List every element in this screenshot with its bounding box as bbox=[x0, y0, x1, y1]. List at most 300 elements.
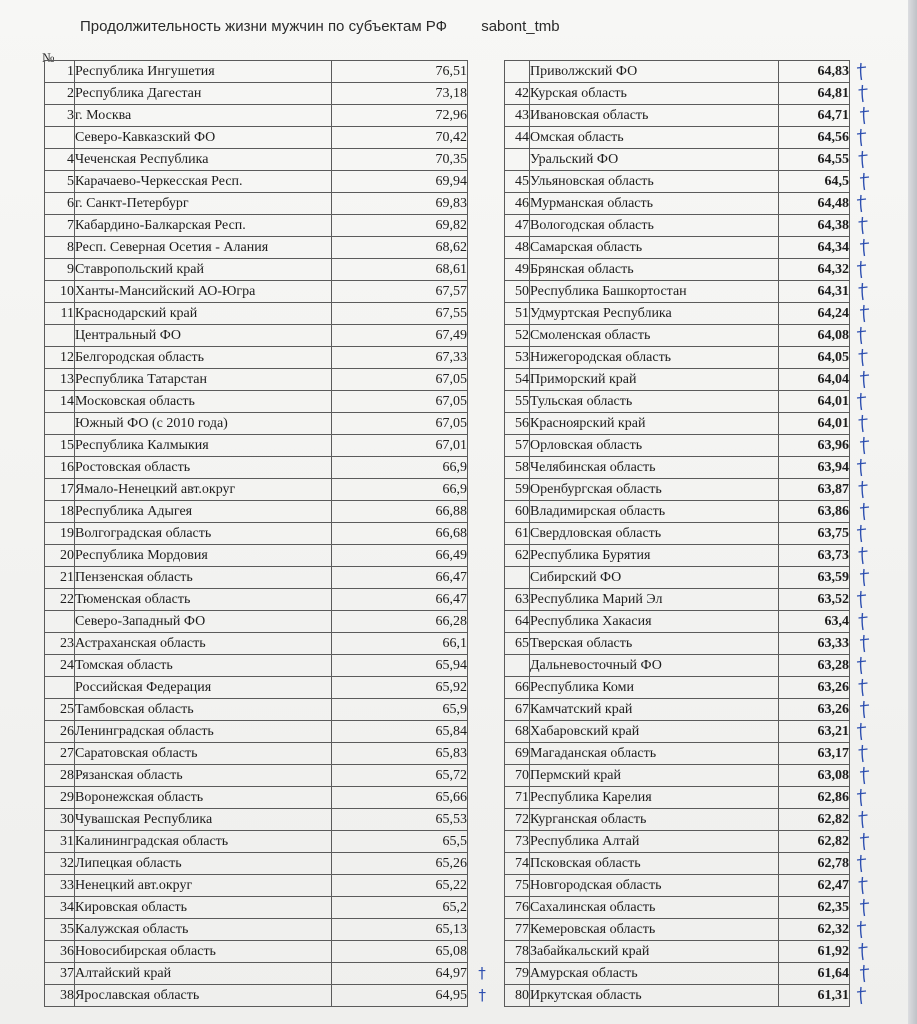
table-row bbox=[505, 149, 850, 171]
pen-mark bbox=[468, 941, 497, 963]
region-name: Республика Ингушетия bbox=[75, 61, 332, 83]
life-expectancy-value: 65,53 bbox=[332, 809, 468, 831]
life-expectancy-value: 63,59 bbox=[779, 567, 850, 589]
row-number: 57 bbox=[505, 435, 530, 457]
table-row bbox=[505, 105, 850, 127]
table-row bbox=[505, 325, 850, 347]
row-number: 2 bbox=[45, 83, 75, 105]
table-row bbox=[45, 699, 497, 721]
life-expectancy-value: 63,75 bbox=[779, 523, 850, 545]
table-row bbox=[505, 721, 850, 743]
table-row bbox=[45, 457, 497, 479]
row-number: 65 bbox=[505, 633, 530, 655]
page-edge-shadow bbox=[908, 0, 917, 1024]
row-number: 25 bbox=[45, 699, 75, 721]
pen-cross-mark bbox=[859, 151, 868, 168]
row-number: 26 bbox=[45, 721, 75, 743]
region-name: Ульяновская область bbox=[530, 171, 779, 193]
table-row bbox=[45, 611, 497, 633]
life-expectancy-value: 64,55 bbox=[779, 149, 850, 171]
life-expectancy-value: 66,9 bbox=[332, 457, 468, 479]
row-number: 17 bbox=[45, 479, 75, 501]
region-name: г. Санкт-Петербург bbox=[75, 193, 332, 215]
row-number: 63 bbox=[505, 589, 530, 611]
region-name: Респ. Северная Осетия - Алания bbox=[75, 237, 332, 259]
row-number: 8 bbox=[45, 237, 75, 259]
row-number: 66 bbox=[505, 677, 530, 699]
life-expectancy-value: 64,34 bbox=[779, 237, 850, 259]
life-expectancy-value: 68,61 bbox=[332, 259, 468, 281]
pen-mark bbox=[468, 215, 497, 237]
region-name: Республика Мордовия bbox=[75, 545, 332, 567]
region-name: Астраханская область bbox=[75, 633, 332, 655]
table-row bbox=[505, 61, 850, 83]
region-name: Республика Алтай bbox=[530, 831, 779, 853]
life-expectancy-value: 66,47 bbox=[332, 567, 468, 589]
pen-mark bbox=[468, 699, 497, 721]
region-name: Пензенская область bbox=[75, 567, 332, 589]
region-name: Орловская область bbox=[530, 435, 779, 457]
pen-cross-mark bbox=[859, 943, 868, 960]
number-sign-label: № bbox=[42, 50, 55, 65]
pen-cross-mark bbox=[860, 503, 869, 520]
region-name: Калининградская область bbox=[75, 831, 332, 853]
pen-cross-mark bbox=[859, 877, 868, 894]
table-row bbox=[505, 237, 850, 259]
region-name: Белгородская область bbox=[75, 347, 332, 369]
region-name: Краснодарский край bbox=[75, 303, 332, 325]
region-name: Новосибирская область bbox=[75, 941, 332, 963]
region-name: Иркутская область bbox=[530, 985, 779, 1007]
row-number: 4 bbox=[45, 149, 75, 171]
table-row bbox=[505, 809, 850, 831]
region-name: Пермский край bbox=[530, 765, 779, 787]
life-expectancy-value: 67,57 bbox=[332, 281, 468, 303]
row-number: 24 bbox=[45, 655, 75, 677]
pen-mark bbox=[468, 479, 497, 501]
life-expectancy-value: 64,24 bbox=[779, 303, 850, 325]
region-name: Чувашская Республика bbox=[75, 809, 332, 831]
region-name: Камчатский край bbox=[530, 699, 779, 721]
pen-mark bbox=[468, 61, 497, 83]
pen-mark bbox=[468, 105, 497, 127]
life-expectancy-value: 63,73 bbox=[779, 545, 850, 567]
life-expectancy-value: 65,94 bbox=[332, 655, 468, 677]
row-number bbox=[45, 677, 75, 699]
region-name: Ненецкий авт.округ bbox=[75, 875, 332, 897]
table-row bbox=[505, 259, 850, 281]
pen-mark bbox=[468, 171, 497, 193]
title-text: Продолжительность жизни мужчин по субъектам РФ bbox=[80, 18, 448, 35]
row-number: 58 bbox=[505, 457, 530, 479]
life-expectancy-value: 67,01 bbox=[332, 435, 468, 457]
region-name: Ставропольский край bbox=[75, 259, 332, 281]
row-number: 6 bbox=[45, 193, 75, 215]
table-row bbox=[45, 237, 497, 259]
row-number: 68 bbox=[505, 721, 530, 743]
row-number: 49 bbox=[505, 259, 530, 281]
table-row bbox=[505, 655, 850, 677]
region-name: Калужская область bbox=[75, 919, 332, 941]
row-number: 3 bbox=[45, 105, 75, 127]
region-name: Республика Калмыкия bbox=[75, 435, 332, 457]
pen-mark: † bbox=[478, 964, 486, 982]
table-row bbox=[45, 303, 497, 325]
region-name: Республика Дагестан bbox=[75, 83, 332, 105]
life-expectancy-value: 67,05 bbox=[332, 391, 468, 413]
row-number: 69 bbox=[505, 743, 530, 765]
table-row bbox=[505, 853, 850, 875]
row-number: 43 bbox=[505, 105, 530, 127]
life-expectancy-value: 64,97 bbox=[332, 963, 468, 985]
pen-mark bbox=[468, 831, 497, 853]
pen-mark bbox=[468, 369, 497, 391]
table-row bbox=[45, 127, 497, 149]
pen-cross-mark bbox=[859, 415, 868, 432]
pen-mark bbox=[468, 435, 497, 457]
pen-mark bbox=[468, 589, 497, 611]
pen-mark bbox=[468, 149, 497, 171]
life-expectancy-value: 65,13 bbox=[332, 919, 468, 941]
pen-cross-mark bbox=[857, 195, 866, 212]
life-expectancy-value: 66,49 bbox=[332, 545, 468, 567]
row-number: 54 bbox=[505, 369, 530, 391]
table-row bbox=[45, 391, 497, 413]
life-expectancy-value: 65,2 bbox=[332, 897, 468, 919]
region-name: Свердловская область bbox=[530, 523, 779, 545]
region-name: Республика Карелия bbox=[530, 787, 779, 809]
table-row bbox=[505, 523, 850, 545]
pen-cross-mark bbox=[857, 63, 866, 80]
pen-cross-mark bbox=[859, 745, 868, 762]
life-expectancy-value: 64,83 bbox=[779, 61, 850, 83]
life-expectancy-value: 64,08 bbox=[779, 325, 850, 347]
row-number bbox=[505, 61, 530, 83]
row-number: 31 bbox=[45, 831, 75, 853]
table-row bbox=[45, 545, 497, 567]
table-row bbox=[45, 809, 497, 831]
region-name: Карачаево-Черкесская Респ. bbox=[75, 171, 332, 193]
life-expectancy-value: 64,5 bbox=[779, 171, 850, 193]
row-number: 44 bbox=[505, 127, 530, 149]
region-name: Российская Федерация bbox=[75, 677, 332, 699]
life-expectancy-value: 64,01 bbox=[779, 391, 850, 413]
table-row bbox=[45, 501, 497, 523]
table-row bbox=[45, 523, 497, 545]
row-number: 11 bbox=[45, 303, 75, 325]
pen-mark bbox=[468, 919, 497, 941]
region-name: Томская область bbox=[75, 655, 332, 677]
life-expectancy-value: 64,81 bbox=[779, 83, 850, 105]
table-row bbox=[505, 347, 850, 369]
life-expectancy-value: 67,49 bbox=[332, 325, 468, 347]
region-name: Северо-Западный ФО bbox=[75, 611, 332, 633]
pen-mark bbox=[468, 721, 497, 743]
pen-cross-mark bbox=[859, 217, 868, 234]
table-row bbox=[505, 985, 850, 1007]
life-expectancy-value: 66,47 bbox=[332, 589, 468, 611]
region-name: Курганская область bbox=[530, 809, 779, 831]
pen-mark bbox=[468, 325, 497, 347]
table-row bbox=[45, 347, 497, 369]
table-row bbox=[45, 83, 497, 105]
row-number: 47 bbox=[505, 215, 530, 237]
region-name: Красноярский край bbox=[530, 413, 779, 435]
pen-mark bbox=[468, 765, 497, 787]
pen-cross-mark bbox=[860, 437, 869, 454]
row-number: 1 bbox=[45, 61, 75, 83]
row-number bbox=[45, 127, 75, 149]
table-row bbox=[45, 919, 497, 941]
life-expectancy-value: 65,22 bbox=[332, 875, 468, 897]
region-name: Ханты-Мансийский АО-Югра bbox=[75, 281, 332, 303]
life-expectancy-value: 61,92 bbox=[779, 941, 850, 963]
life-expectancy-value: 66,1 bbox=[332, 633, 468, 655]
life-expectancy-value: 61,64 bbox=[779, 963, 850, 985]
pen-mark bbox=[468, 413, 497, 435]
life-expectancy-value: 64,05 bbox=[779, 347, 850, 369]
region-name: Приморский край bbox=[530, 369, 779, 391]
watermark-text: sabont_tmb bbox=[481, 18, 560, 35]
table-row bbox=[505, 941, 850, 963]
region-name: Ямало-Ненецкий авт.округ bbox=[75, 479, 332, 501]
table-row bbox=[45, 193, 497, 215]
life-expectancy-value: 66,68 bbox=[332, 523, 468, 545]
row-number: 64 bbox=[505, 611, 530, 633]
table-row bbox=[45, 677, 497, 699]
pen-mark bbox=[468, 743, 497, 765]
pen-mark bbox=[468, 655, 497, 677]
table-row bbox=[505, 391, 850, 413]
life-expectancy-value: 67,05 bbox=[332, 369, 468, 391]
life-expectancy-value: 63,17 bbox=[779, 743, 850, 765]
table-row bbox=[45, 149, 497, 171]
region-name: Омская область bbox=[530, 127, 779, 149]
region-name: Забайкальский край bbox=[530, 941, 779, 963]
table-row bbox=[505, 479, 850, 501]
pen-mark bbox=[468, 809, 497, 831]
pen-cross-mark bbox=[857, 327, 866, 344]
row-number bbox=[505, 655, 530, 677]
row-number: 21 bbox=[45, 567, 75, 589]
table-row bbox=[505, 611, 850, 633]
region-name: Республика Адыгея bbox=[75, 501, 332, 523]
table-row bbox=[505, 743, 850, 765]
life-expectancy-value: 66,88 bbox=[332, 501, 468, 523]
life-expectancy-value: 62,82 bbox=[779, 809, 850, 831]
region-name: Республика Хакасия bbox=[530, 611, 779, 633]
life-expectancy-value: 64,48 bbox=[779, 193, 850, 215]
row-number: 46 bbox=[505, 193, 530, 215]
table-row bbox=[45, 941, 497, 963]
pen-mark bbox=[468, 523, 497, 545]
region-name: Рязанская область bbox=[75, 765, 332, 787]
pen-cross-mark bbox=[857, 393, 866, 410]
table-row bbox=[45, 479, 497, 501]
row-number: 34 bbox=[45, 897, 75, 919]
life-expectancy-value: 70,42 bbox=[332, 127, 468, 149]
pen-cross-mark bbox=[859, 679, 868, 696]
table-row bbox=[505, 369, 850, 391]
table-row bbox=[505, 215, 850, 237]
table-row bbox=[505, 831, 850, 853]
table-row bbox=[45, 413, 497, 435]
right-pen-marks bbox=[849, 60, 889, 1020]
region-name: Уральский ФО bbox=[530, 149, 779, 171]
pen-mark bbox=[468, 347, 497, 369]
pen-cross-mark bbox=[857, 657, 866, 674]
life-expectancy-value: 63,96 bbox=[779, 435, 850, 457]
life-expectancy-value: 73,18 bbox=[332, 83, 468, 105]
row-number: 19 bbox=[45, 523, 75, 545]
pen-cross-mark bbox=[857, 459, 866, 476]
life-expectancy-value: 63,94 bbox=[779, 457, 850, 479]
table-row bbox=[505, 281, 850, 303]
row-number: 75 bbox=[505, 875, 530, 897]
table-row bbox=[45, 985, 497, 1007]
region-name: Сахалинская область bbox=[530, 897, 779, 919]
row-number bbox=[45, 413, 75, 435]
pen-cross-mark bbox=[859, 481, 868, 498]
pen-cross-mark bbox=[860, 371, 869, 388]
pen-mark bbox=[468, 237, 497, 259]
row-number: 53 bbox=[505, 347, 530, 369]
region-name: Смоленская область bbox=[530, 325, 779, 347]
region-name: Курская область bbox=[530, 83, 779, 105]
row-number: 55 bbox=[505, 391, 530, 413]
life-expectancy-value: 65,92 bbox=[332, 677, 468, 699]
life-expectancy-value: 63,4 bbox=[779, 611, 850, 633]
region-name: Мурманская область bbox=[530, 193, 779, 215]
life-expectancy-value: 67,33 bbox=[332, 347, 468, 369]
row-number: 52 bbox=[505, 325, 530, 347]
region-name: Алтайский край bbox=[75, 963, 332, 985]
row-number: 62 bbox=[505, 545, 530, 567]
life-expectancy-value: 66,28 bbox=[332, 611, 468, 633]
life-expectancy-value: 65,84 bbox=[332, 721, 468, 743]
pen-cross-mark bbox=[860, 569, 869, 586]
region-name: Тюменская область bbox=[75, 589, 332, 611]
table-row bbox=[505, 897, 850, 919]
row-number: 45 bbox=[505, 171, 530, 193]
region-name: Ивановская область bbox=[530, 105, 779, 127]
row-number: 10 bbox=[45, 281, 75, 303]
row-number bbox=[505, 567, 530, 589]
life-expectancy-value: 64,04 bbox=[779, 369, 850, 391]
pen-mark bbox=[468, 853, 497, 875]
life-expectancy-value: 64,95 bbox=[332, 985, 468, 1007]
row-number: 27 bbox=[45, 743, 75, 765]
row-number: 37 bbox=[45, 963, 75, 985]
table-row bbox=[45, 721, 497, 743]
life-expectancy-value: 65,83 bbox=[332, 743, 468, 765]
table-row bbox=[45, 765, 497, 787]
life-expectancy-value: 70,35 bbox=[332, 149, 468, 171]
table-row bbox=[505, 83, 850, 105]
region-name: Сибирский ФО bbox=[530, 567, 779, 589]
left-life-expectancy-table bbox=[44, 60, 497, 1007]
region-name: Волгоградская область bbox=[75, 523, 332, 545]
pen-cross-mark bbox=[860, 965, 869, 982]
table-row bbox=[45, 853, 497, 875]
row-number: 9 bbox=[45, 259, 75, 281]
row-number: 71 bbox=[505, 787, 530, 809]
pen-cross-mark bbox=[860, 305, 869, 322]
row-number: 59 bbox=[505, 479, 530, 501]
life-expectancy-value: 64,31 bbox=[779, 281, 850, 303]
pen-cross-mark bbox=[859, 811, 868, 828]
pen-cross-mark bbox=[860, 107, 869, 124]
pen-mark bbox=[468, 457, 497, 479]
table-row bbox=[45, 831, 497, 853]
row-number: 28 bbox=[45, 765, 75, 787]
region-name: Саратовская область bbox=[75, 743, 332, 765]
row-number: 80 bbox=[505, 985, 530, 1007]
pen-mark bbox=[468, 545, 497, 567]
life-expectancy-value: 63,26 bbox=[779, 699, 850, 721]
row-number: 77 bbox=[505, 919, 530, 941]
row-number: 22 bbox=[45, 589, 75, 611]
life-expectancy-value: 72,96 bbox=[332, 105, 468, 127]
table-row bbox=[505, 127, 850, 149]
region-name: Кабардино-Балкарская Респ. bbox=[75, 215, 332, 237]
table-row bbox=[45, 655, 497, 677]
row-number: 48 bbox=[505, 237, 530, 259]
region-name: Ярославская область bbox=[75, 985, 332, 1007]
region-name: Владимирская область bbox=[530, 501, 779, 523]
row-number: 60 bbox=[505, 501, 530, 523]
row-number: 5 bbox=[45, 171, 75, 193]
life-expectancy-value: 65,9 bbox=[332, 699, 468, 721]
table-row bbox=[45, 875, 497, 897]
pen-mark bbox=[468, 193, 497, 215]
life-expectancy-value: 67,05 bbox=[332, 413, 468, 435]
pen-cross-mark bbox=[860, 899, 869, 916]
pen-cross-mark bbox=[859, 613, 868, 630]
region-name: Приволжский ФО bbox=[530, 61, 779, 83]
table-row bbox=[45, 743, 497, 765]
table-row bbox=[45, 897, 497, 919]
region-name: Челябинская область bbox=[530, 457, 779, 479]
life-expectancy-value: 65,5 bbox=[332, 831, 468, 853]
pen-cross-mark bbox=[859, 349, 868, 366]
pen-mark bbox=[468, 127, 497, 149]
row-number: 13 bbox=[45, 369, 75, 391]
region-name: Нижегородская область bbox=[530, 347, 779, 369]
region-name: Республика Башкортостан bbox=[530, 281, 779, 303]
table-row bbox=[45, 281, 497, 303]
pen-cross-mark bbox=[860, 767, 869, 784]
row-number: 50 bbox=[505, 281, 530, 303]
life-expectancy-value: 62,32 bbox=[779, 919, 850, 941]
life-expectancy-value: 65,26 bbox=[332, 853, 468, 875]
row-number: 38 bbox=[45, 985, 75, 1007]
pen-cross-mark bbox=[859, 547, 868, 564]
region-name: Республика Коми bbox=[530, 677, 779, 699]
life-expectancy-value: 64,38 bbox=[779, 215, 850, 237]
pen-cross-mark bbox=[857, 525, 866, 542]
table-row bbox=[505, 193, 850, 215]
life-expectancy-value: 69,83 bbox=[332, 193, 468, 215]
pen-cross-mark bbox=[860, 701, 869, 718]
life-expectancy-value: 65,08 bbox=[332, 941, 468, 963]
life-expectancy-value: 62,78 bbox=[779, 853, 850, 875]
pen-cross-mark bbox=[857, 129, 866, 146]
row-number: 51 bbox=[505, 303, 530, 325]
region-name: Кемеровская область bbox=[530, 919, 779, 941]
pen-mark bbox=[468, 633, 497, 655]
pen-cross-mark bbox=[860, 635, 869, 652]
